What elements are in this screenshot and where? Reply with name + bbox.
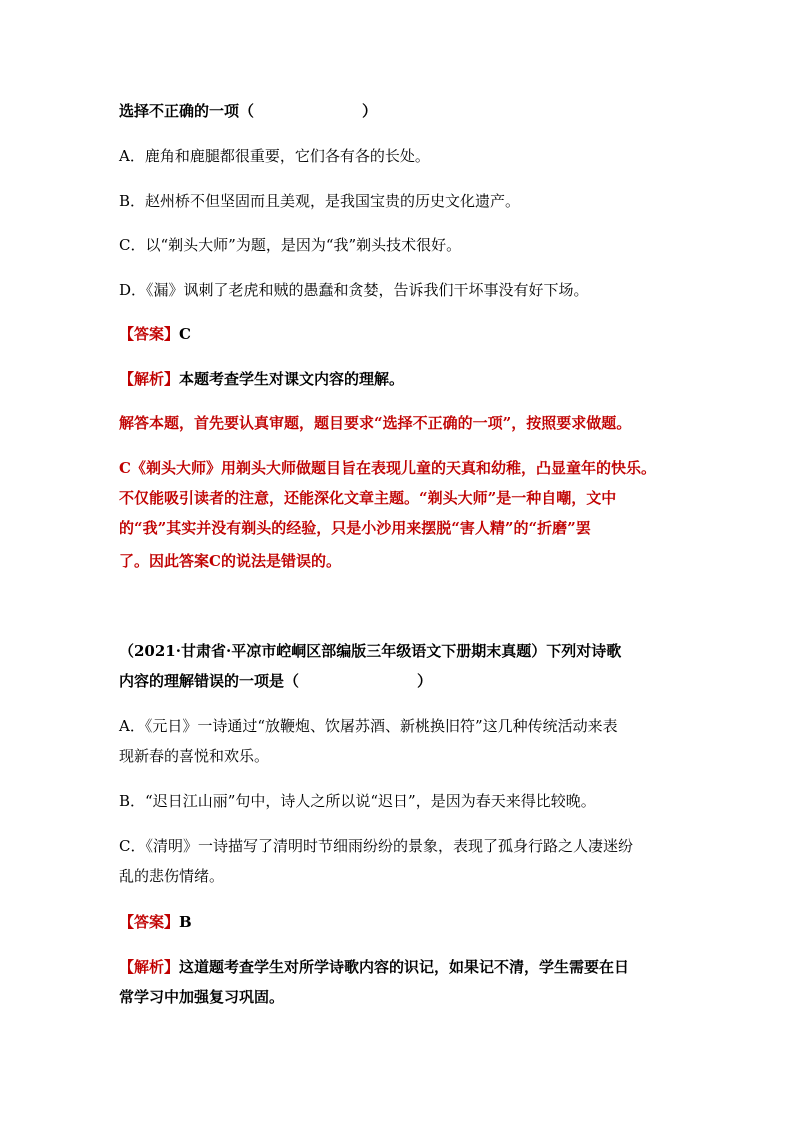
q2-analysis-text: 这道题考查学生对所学诗歌内容的识记，如果记不清，学生需要在日 bbox=[179, 958, 630, 976]
q2-option-c-line-1: C．《清明》一诗描写了清明时节细雨纷纷的景象，表现了孤身行路之人凄迷纷 bbox=[119, 837, 633, 855]
q2-option-a-line-2: 现新春的喜悦和欢乐。 bbox=[119, 747, 270, 765]
q2-analysis-tag: 【解析】 bbox=[119, 958, 180, 976]
q2-analysis-line-2: 常学习中加强复习巩固。 bbox=[119, 988, 285, 1006]
q1-answer bbox=[119, 324, 191, 344]
q1-explanation-line-2: C《剃头大师》用剃头大师做题目旨在表现儿童的天真和幼稚，凸显童年的快乐。 bbox=[119, 459, 656, 477]
q2-analysis-line-1 bbox=[119, 957, 629, 977]
q2-option-c-line-2: 乱的悲伤情绪。 bbox=[119, 867, 225, 885]
q1-stem-text: 选择不正确的一项（ bbox=[119, 102, 255, 120]
q2-stem-line-2 bbox=[119, 671, 432, 691]
q1-analysis-text: 本题考查学生对课文内容的理解。 bbox=[179, 370, 405, 388]
q1-option-c: C．以“剃头大师”为题，是因为“我”剃头技术很好。 bbox=[119, 236, 462, 254]
q1-explanation-line-3: 不仅能吸引读者的注意，还能深化文章主题。“剃头大师”是一种自嘲，文中 bbox=[119, 489, 617, 507]
q2-option-b: B．“迟日江山丽”句中，诗人之所以说“迟日”，是因为春天来得比较晚。 bbox=[119, 792, 596, 810]
q1-explanation-line-1: 解答本题，首先要认真审题，题目要求“选择不正确的一项”，按照要求做题。 bbox=[119, 414, 632, 432]
q2-stem-close: ） bbox=[417, 672, 433, 690]
q1-explanation-line-5: 了。因此答案C的说法是错误的。 bbox=[119, 552, 341, 570]
q1-analysis-tag: 【解析】 bbox=[119, 370, 180, 388]
q2-answer-value: B bbox=[179, 913, 192, 931]
q1-option-b: B．赵州桥不但坚固而且美观，是我国宝贵的历史文化遗产。 bbox=[119, 192, 521, 210]
q1-stem bbox=[119, 101, 377, 121]
q1-explanation-line-4: 的“我”其实并没有剃头的经验，只是小沙用来摆脱“害人精”的“折磨”罢 bbox=[119, 519, 591, 537]
q1-answer-tag: 【答案】 bbox=[119, 325, 180, 343]
q1-option-a: A．鹿角和鹿腿都很重要，它们各有各的长处。 bbox=[119, 147, 430, 165]
q2-option-a-line-1: A．《元日》一诗通过“放鞭炮、饮屠苏酒、新桃换旧符”这几种传统活动来表 bbox=[119, 717, 618, 735]
q2-stem-text: 内容的理解错误的一项是（ bbox=[119, 672, 300, 690]
q2-answer bbox=[119, 912, 192, 932]
q1-option-d: D．《漏》讽刺了老虎和贼的愚蠢和贪婪，告诉我们干坏事没有好下场。 bbox=[119, 281, 589, 299]
q2-answer-tag: 【答案】 bbox=[119, 913, 180, 931]
q2-stem-line-1: （2021·甘肃省·平凉市崆峒区部编版三年级语文下册期末真题）下列对诗歌 bbox=[119, 642, 622, 660]
q1-stem-close: ） bbox=[362, 102, 378, 120]
q1-answer-value: C bbox=[179, 325, 191, 343]
q1-analysis bbox=[119, 369, 404, 389]
